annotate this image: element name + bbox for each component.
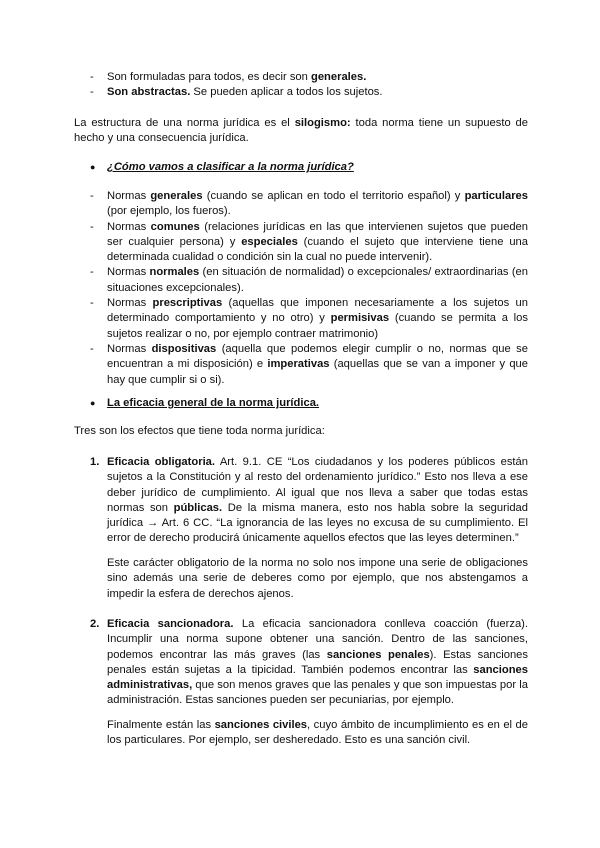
text-run: Normas — [107, 190, 151, 202]
text-run: Normas — [107, 297, 153, 310]
bold-text-run: prescriptivas — [152, 297, 223, 310]
list-item-text — [107, 221, 528, 264]
list-item — [90, 265, 528, 296]
dash-marker: - — [90, 297, 94, 310]
text-run: La estructura de una norma jurídica es el — [74, 117, 295, 129]
list-item — [90, 220, 528, 266]
dash-marker: - — [90, 86, 94, 99]
bullet-marker: ● — [90, 398, 96, 408]
list-item-text — [107, 86, 383, 98]
text-run: (aquellas que se van a imponer y que hay que cumplir si o si). — [107, 358, 528, 386]
bold-text-run: particulares — [464, 190, 528, 202]
text-run: De la misma manera, esto nos habla sobre la seguridad jurídica → Art. 6 CC. “La ignorancia de las leyes no excusa de su cumplimiento. El error de derecho producirá únicamente aquellos efectos que las leyes determinen.” — [107, 501, 528, 545]
bold-text-run: Son abstractas. — [107, 86, 191, 99]
heading-text: La eficacia general de la norma jurídica. — [107, 397, 320, 409]
text-run: Se pueden aplicar a todos los sujetos. — [190, 86, 383, 99]
text-run: (por ejemplo, los fueros). — [107, 205, 231, 218]
text-run: Este carácter obligatorio de la norma no solo nos impone una serie de obligaciones sino además una serie de deberes como por ejemplo, que nos abstengamos a impedir la esfera de derechos ajenos. — [107, 557, 528, 600]
bold-text-run: sanciones administrativas, — [107, 663, 528, 692]
dash-marker: - — [90, 342, 94, 355]
bold-text-run: públicas. — [173, 501, 223, 514]
text-run: (cuando el sujeto que interviene tiene una determinada cualidad o condición sin la cual no puede intervenir). — [107, 235, 528, 264]
dash-marker: - — [90, 71, 94, 83]
text-run: que son menos graves que las penales y que son impuestas por la administración. Estas sanciones pueden ser pecuniarias, por ejemplo. — [107, 679, 528, 707]
text-run: ). Estas sanciones penales están sujetas a la tipicidad. También podemos encontrar las — [107, 648, 528, 676]
dash-marker: - — [90, 190, 94, 202]
bold-text-run: silogismo: — [294, 117, 351, 129]
bold-text-run: generales. — [310, 71, 367, 83]
list-item-text — [107, 190, 528, 217]
text-run: (aquella que podemos elegir cumplir o no, normas que se encuentran a mi disposición) e — [107, 342, 528, 371]
text-run: Son formuladas para todos, es decir son — [107, 71, 311, 83]
text-run: Finalmente están las — [107, 719, 215, 731]
list-item — [90, 189, 528, 220]
intro-list — [90, 70, 528, 101]
text-run: Normas — [107, 266, 150, 279]
bold-text-run: Eficacia sancionadora. — [107, 618, 234, 630]
dash-marker: - — [90, 266, 94, 279]
text-run: Art. 9.1. CE “Los ciudadanos y los poderes públicos están sujetos a la Constitución y al resto del ordenamiento jurídico.” Esto nos lleva a ese deber jurídico de cumplimiento. Al igual que nos lleva a saber que todas estas normas son — [107, 456, 528, 514]
list-item — [90, 342, 528, 388]
bold-text-run: imperativas — [267, 358, 330, 371]
bold-text-run: especiales — [241, 235, 298, 248]
list-item-text — [107, 297, 528, 340]
bold-text-run: permisivas — [330, 312, 390, 325]
text-run: Normas — [107, 342, 152, 355]
clasificacion-list — [90, 189, 528, 388]
efectos-intro: Tres son los efectos que tiene toda norma jurídica: — [74, 425, 325, 437]
bullet-marker: ● — [90, 162, 96, 172]
text-run: (relaciones jurídicas en las que intervienen sujetos que pueden ser cualquier persona) y — [107, 220, 528, 248]
list-item — [90, 70, 528, 85]
text-run: (aquellas que imponen necesariamente a los sujetos un determinado comportamiento y no otro) y — [107, 297, 528, 325]
bold-text-run: comunes — [150, 220, 200, 233]
text-run: , cuyo ámbito de incumplimiento es en el de los particulares. Por ejemplo, ser desheredado. Esto es una sanción civil. — [107, 719, 528, 747]
silogismo-paragraph — [74, 116, 528, 147]
bold-text-run: Eficacia obligatoria. — [107, 456, 216, 468]
bold-text-run: generales — [150, 190, 203, 202]
list-item-text — [107, 266, 528, 293]
text-run: La eficacia sancionadora conlleva coacción (fuerza). Incumplir una norma supone obtener una sanción. Dentro de las sanciones, podemos encontrar las más graves (las — [107, 618, 529, 661]
efecto-text — [107, 455, 528, 547]
heading-text: ¿Cómo vamos a clasificar a la norma jurídica? — [107, 161, 354, 173]
efecto-followup — [107, 718, 528, 749]
text-run: (en situación de normalidad) o excepcionales/ extraordinarias (en situaciones excepcionales). — [107, 266, 528, 294]
bold-text-run: normales — [149, 266, 200, 279]
efecto-text — [107, 617, 528, 709]
bold-text-run: dispositivas — [151, 342, 217, 355]
item-number: 2. — [90, 618, 100, 630]
text-run: Normas — [107, 220, 151, 233]
efecto-followup — [107, 556, 528, 602]
text-run: (cuando se aplican en todo el territorio español) y — [202, 190, 465, 202]
list-item — [90, 296, 528, 342]
bold-text-run: sanciones civiles — [214, 719, 308, 731]
list-item-text — [107, 71, 366, 83]
dash-marker: - — [90, 220, 94, 233]
text-run: (cuando se permita a los sujetos realizar o no, por ejemplo contraer matrimonio) — [107, 312, 528, 340]
item-number: 1. — [90, 456, 100, 468]
list-item — [90, 85, 528, 100]
bold-text-run: sanciones penales — [326, 648, 430, 661]
text-run: toda norma tiene un supuesto de hecho y una consecuencia jurídica. — [74, 117, 528, 145]
list-item-text — [107, 343, 528, 386]
